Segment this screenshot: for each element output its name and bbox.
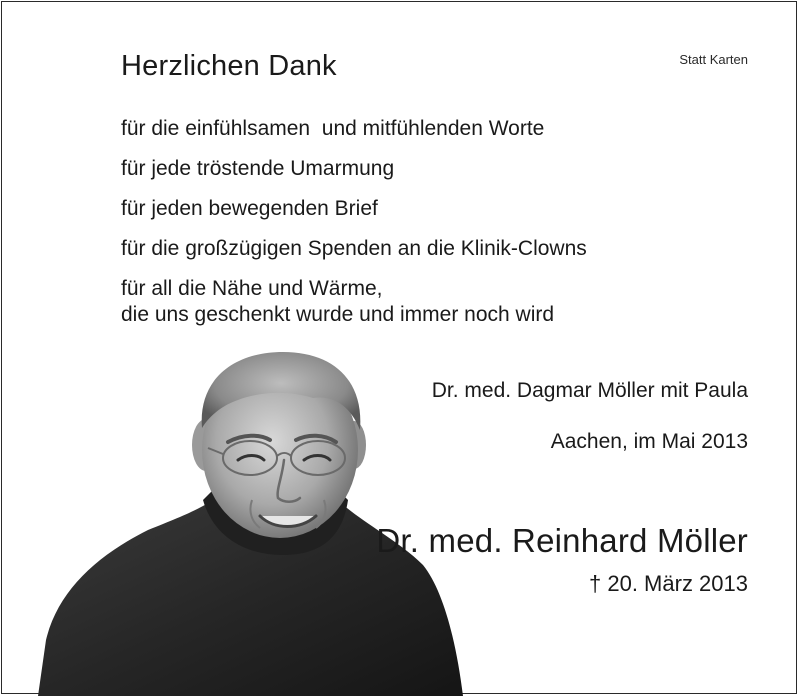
thanks-line: für die einfühlsamen und mitfühlenden Worte	[121, 117, 545, 140]
death-date: † 20. März 2013	[589, 571, 748, 596]
thanks-line: für jede tröstende Umarmung	[121, 157, 395, 180]
notice-heading: Herzlichen Dank	[121, 50, 337, 82]
notice-frame	[1, 1, 797, 694]
signer-name: Dr. med. Dagmar Möller mit Paula	[431, 379, 748, 402]
thanks-line: für die großzügigen Spenden an die Klinik-Clowns	[121, 237, 587, 260]
thanks-list	[121, 116, 681, 342]
statt-karten-note: Statt Karten	[679, 52, 748, 67]
thanks-line: für jeden bewegenden Brief	[121, 197, 378, 220]
deceased-name: Dr. med. Reinhard Möller	[376, 522, 748, 559]
place-date: Aachen, im Mai 2013	[550, 430, 748, 453]
thanks-line: für all die Nähe und Wärme, die uns geschenkt wurde und immer noch wird	[121, 277, 555, 326]
